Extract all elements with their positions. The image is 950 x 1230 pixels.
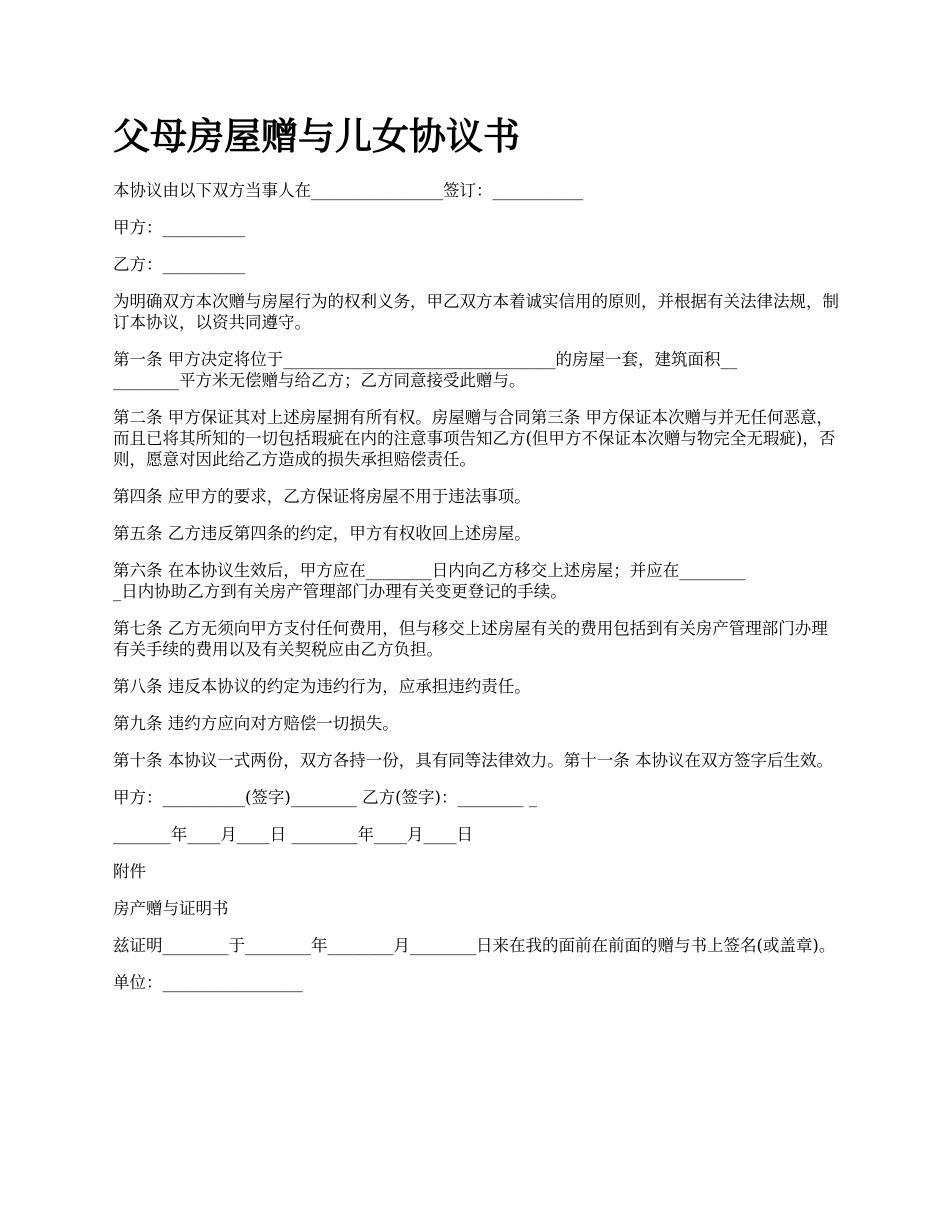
agreement-document (113, 112, 843, 1009)
signature-line: 甲方：__________(签字)________ 乙方(签字)：________ _ (113, 788, 537, 807)
date-line: _______年____月____日 ________年____月____日 (113, 825, 473, 844)
article-8: 第八条 违反本协议的约定为违约行为，应承担违约责任。 (113, 677, 531, 696)
certificate-title: 房产赠与证明书 (113, 899, 229, 918)
article-6: 第六条 在本协议生效后，甲方应在________日内向乙方移交上述房屋；并应在________ _日内协助乙方到有关房产管理部门办理有关变更登记的手续。 (113, 561, 746, 601)
attachment-label: 附件 (113, 862, 146, 881)
article-1: 第一条 甲方决定将位于_________________________________的房屋一套，建筑面积__ ________平方米无偿赠与给乙方；乙方同意接受此赠与。 (113, 350, 737, 390)
unit-line: 单位：_________________ (113, 973, 303, 992)
certificate-statement: 兹证明________于________年________月________日来在我的面前在前面的赠与书上签名(或盖章)。 (113, 936, 836, 955)
document-title: 父母房屋赠与儿女协议书 (113, 114, 520, 158)
party-b-line: 乙方：__________ (113, 255, 245, 274)
article-4: 第四条 应甲方的要求，乙方保证将房屋不用于违法事项。 (113, 487, 531, 506)
article-7: 第七条 乙方无须向甲方支付任何费用，但与移交上述房屋有关的费用包括到有关房产管理部门办理有关手续的费用以及有关契税应由乙方负担。 (113, 619, 828, 659)
preamble-paragraph: 为明确双方本次赠与房屋行为的权利义务，甲乙双方本着诚实信用的原则，并根据有关法律法规，制订本协议，以资共同遵守。 (113, 292, 839, 332)
article-10-11: 第十条 本协议一式两份，双方各持一份，具有同等法律效力。第十一条 本协议在双方签字后生效。 (113, 751, 833, 770)
article-5: 第五条 乙方违反第四条的约定，甲方有权收回上述房屋。 (113, 524, 531, 543)
article-2-3: 第二条 甲方保证其对上述房屋拥有所有权。房屋赠与合同第三条 甲方保证本次赠与并无任何恶意，而且已将其所知的一切包括瑕疵在内的注意事项告知乙方(但甲方不保证本次赠与物完全无瑕疵)，否则，愿意对因此给乙方造成的损失承担赔偿责任。 (113, 408, 836, 469)
party-a-line: 甲方：__________ (113, 218, 245, 237)
article-9: 第九条 违约方应向对方赔偿一切损失。 (113, 714, 399, 733)
document-body (113, 180, 843, 993)
intro-signing-line: 本协议由以下双方当事人在________________签订：___________ (113, 181, 584, 200)
